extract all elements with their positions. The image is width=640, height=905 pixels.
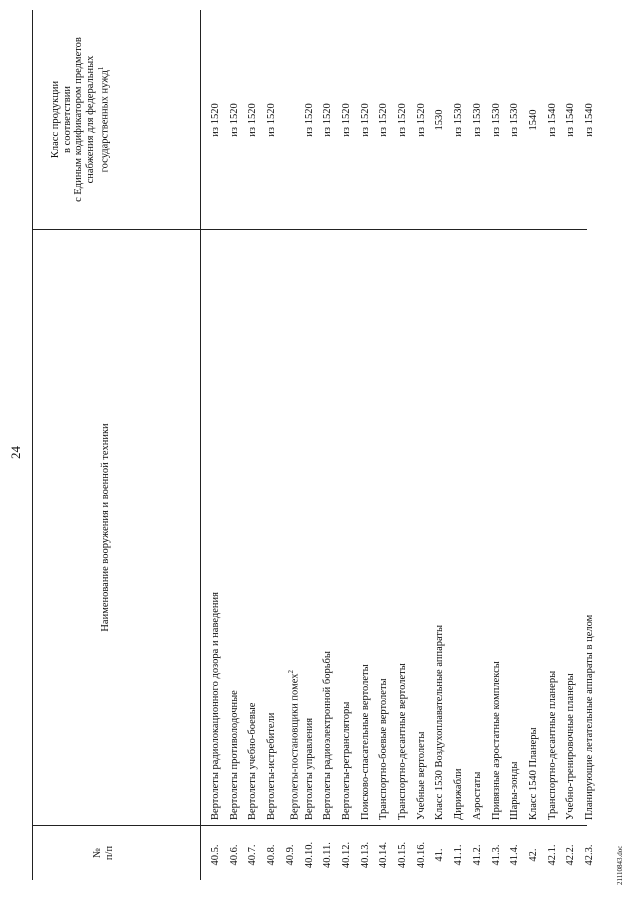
row-number: 40.14.	[378, 841, 390, 869]
table-row	[453, 10, 467, 880]
table-row	[416, 10, 430, 880]
row-number: 42.1.	[546, 844, 558, 866]
row-class: из 1520	[210, 103, 221, 137]
row-name	[453, 768, 465, 820]
table-row	[509, 10, 523, 880]
row-number: 40.7.	[247, 844, 259, 866]
header-name: Наименование вооружения и военной техники	[100, 423, 111, 632]
row-class: из 1530	[509, 103, 521, 137]
row-name	[266, 713, 278, 820]
row-class: из 1520	[397, 103, 408, 137]
header-class-line-5-text: государственных нужд	[99, 70, 111, 173]
row-name-text: Дирижабли	[453, 768, 465, 820]
header-class	[50, 10, 111, 229]
table-row	[285, 10, 299, 880]
row-name-text: Привязные аэростатные комплексы	[490, 661, 502, 820]
row-number: 40.16.	[415, 841, 427, 869]
table-row	[547, 10, 561, 880]
row-class: 1530	[434, 109, 446, 131]
row-name	[247, 703, 259, 820]
header-num-line-2: п/п	[103, 845, 115, 861]
row-name-text: Аэростаты	[471, 771, 483, 820]
row-number: 40.12.	[340, 841, 352, 869]
row-number: 40.13.	[359, 841, 371, 869]
table-row	[491, 10, 505, 880]
row-name-text: Вертолеты учебно-боевые	[247, 702, 259, 820]
row-name-text: Класс 1540 Планеры	[527, 727, 539, 820]
row-class: из 1520	[415, 103, 427, 137]
row-class: из 1520	[247, 103, 259, 137]
row-class: из 1520	[322, 103, 334, 137]
row-name-text: Вертолеты-истребители	[266, 712, 278, 820]
row-number: 40.10.	[303, 841, 315, 869]
weapons-table	[32, 10, 595, 880]
page-number: 24	[8, 446, 23, 459]
header-class-line-4: снабжения для федеральных	[84, 55, 96, 184]
row-name	[509, 762, 521, 820]
row-name-text: Учебные вертолеты	[415, 731, 427, 820]
row-name	[434, 625, 446, 820]
row-name-text: Учебно-тренировочные планеры	[565, 673, 577, 820]
row-class: из 1530	[490, 103, 502, 137]
table-top-rule	[32, 10, 33, 880]
row-number: 41.2.	[471, 844, 483, 866]
table-row	[565, 10, 579, 880]
row-number: 41.3.	[490, 844, 502, 866]
row-class: из 1540	[546, 103, 558, 137]
row-class: из 1520	[359, 103, 371, 137]
row-name	[528, 727, 540, 820]
row-number: 42.	[527, 848, 539, 862]
row-number: 40.5.	[210, 844, 221, 866]
row-name-text: Вертолеты противолодочные	[228, 690, 240, 820]
row-name	[397, 663, 409, 820]
header-class-line-3: с Единым кодификатором предметов	[73, 37, 84, 202]
row-class: из 1540	[565, 103, 577, 137]
table-row	[472, 10, 486, 880]
row-number: 40.11.	[322, 842, 334, 868]
header-num	[92, 826, 115, 880]
row-name	[472, 772, 484, 820]
table-row	[434, 10, 448, 880]
row-class: из 1540	[584, 103, 595, 137]
table-row	[229, 10, 243, 880]
header-bottom-rule	[200, 10, 201, 880]
row-class: из 1520	[228, 103, 240, 137]
row-name	[304, 718, 316, 820]
row-class: из 1520	[266, 103, 278, 137]
row-class: из 1520	[378, 103, 390, 137]
row-name-text: Поисково-спасательные вертолеты	[359, 664, 371, 820]
row-class: 1540	[527, 109, 539, 131]
row-number: 40.9.	[284, 844, 296, 866]
row-name-text: Транспортно-десантные планеры	[546, 670, 558, 820]
row-name-text: Вертолеты радиолокационного дозора и наведения	[210, 592, 221, 820]
row-name	[584, 615, 596, 820]
row-number: 42.3.	[584, 844, 595, 866]
row-number: 40.6.	[228, 844, 240, 866]
row-name	[360, 664, 372, 820]
row-class: из 1520	[303, 103, 315, 137]
row-name	[285, 670, 302, 820]
table-row	[378, 10, 392, 880]
row-name-text: Вертолеты-ретрансляторы	[340, 701, 352, 820]
table-row	[397, 10, 411, 880]
row-name	[378, 678, 390, 820]
row-name-text: Шары-зонды	[509, 761, 521, 820]
row-name	[322, 651, 334, 820]
row-name	[210, 592, 222, 820]
table-row	[322, 10, 336, 880]
row-name-text: Вертолеты управления	[303, 717, 315, 820]
header-num-line-1: №	[92, 847, 103, 859]
footnote-marker: 2	[286, 669, 295, 674]
row-number: 41.4.	[509, 844, 521, 866]
table-row	[304, 10, 318, 880]
table-row	[266, 10, 280, 880]
row-number: 40.15.	[397, 841, 408, 869]
row-name-text: Класс 1530 Воздухоплавательные аппараты	[434, 624, 446, 820]
row-name-text: Вертолеты радиоэлектронной борьбы	[322, 651, 334, 820]
row-number: 40.8.	[266, 844, 278, 866]
row-name-text: Планирующие летательные аппараты в целом	[584, 614, 595, 820]
table-row	[210, 10, 224, 880]
row-name-text: Вертолеты-постановщики помех	[289, 673, 301, 820]
table-row	[584, 10, 598, 880]
row-name	[547, 671, 559, 820]
row-name	[341, 702, 353, 820]
table-row	[247, 10, 261, 880]
row-name-text: Транспортно-боевые вертолеты	[378, 678, 390, 820]
row-class: из 1520	[340, 103, 352, 137]
row-name	[565, 673, 577, 820]
row-name	[229, 690, 241, 820]
row-number: 41.	[434, 848, 446, 862]
header-class-line-1: Класс продукции	[50, 80, 61, 159]
row-name-text: Транспортно-десантные вертолеты	[397, 663, 408, 820]
table-row	[528, 10, 542, 880]
footer-doc-code: 21110843.doc	[616, 845, 624, 885]
row-number: 42.2.	[565, 844, 577, 866]
table-row	[360, 10, 374, 880]
header-class-line-2: в соответствии	[61, 86, 73, 153]
row-name	[491, 661, 503, 820]
footnote-marker-1: 1	[97, 66, 105, 71]
row-class: из 1530	[471, 103, 483, 137]
row-number: 41.1.	[453, 844, 465, 866]
row-class: из 1530	[453, 103, 465, 137]
header-class-line-5	[96, 10, 111, 229]
row-name	[416, 732, 428, 820]
table-row	[341, 10, 355, 880]
